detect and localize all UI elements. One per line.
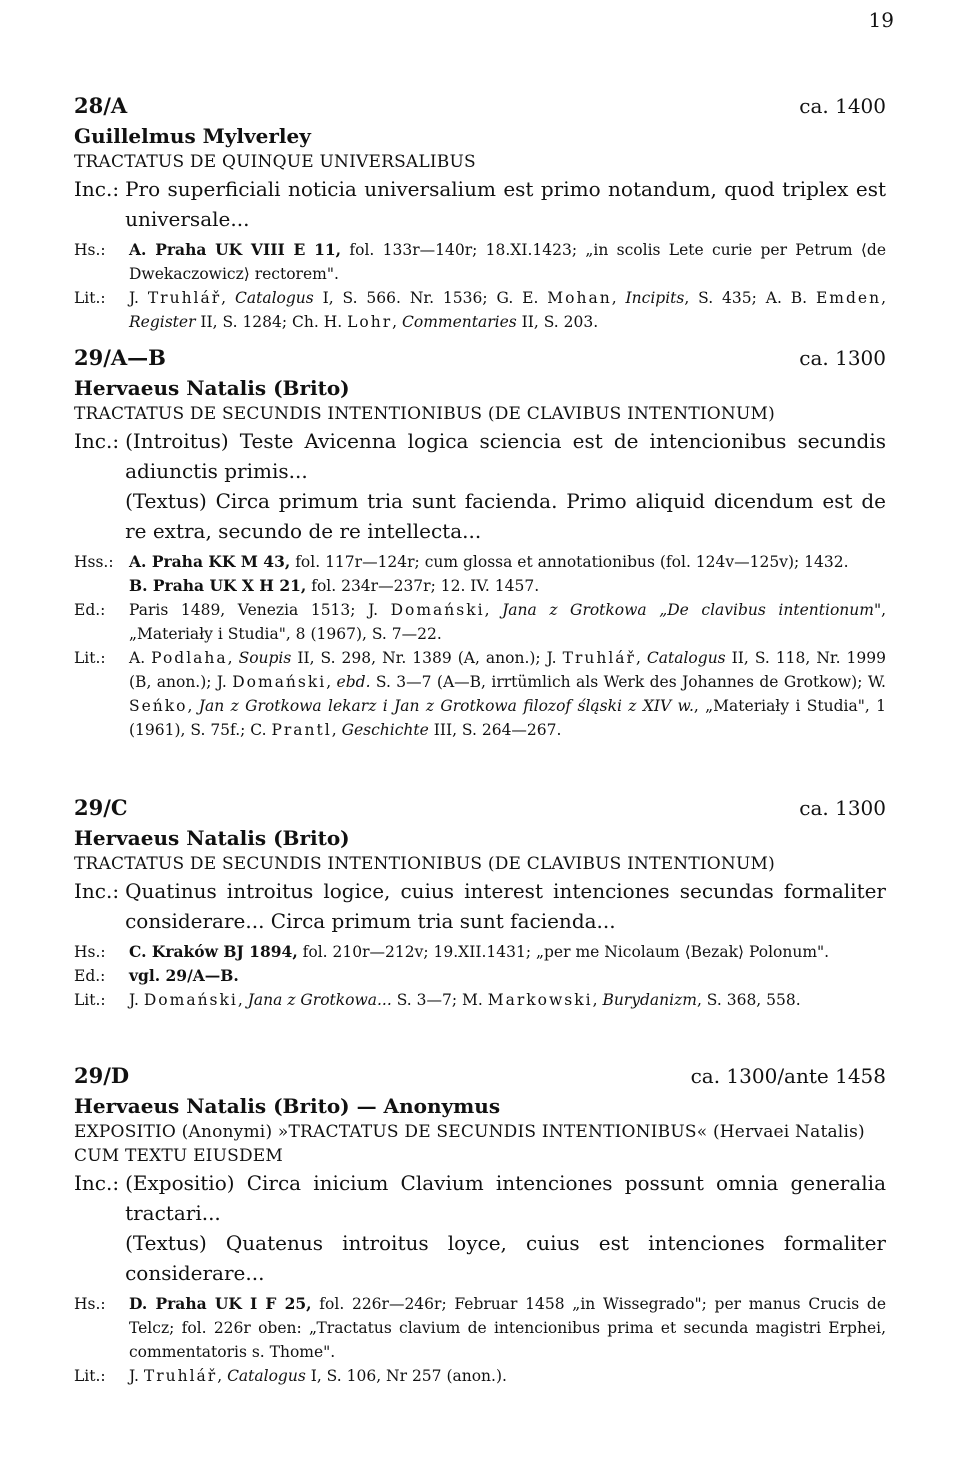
- citation-text: S. 3—7 (A—B, irrtümlich als Werk des Johannes de Grotkow); W.: [370, 673, 886, 691]
- incipit-text: [119, 1168, 886, 1288]
- manuscript-b: [129, 574, 886, 598]
- citation-text: S. 3—7; M.: [391, 991, 488, 1009]
- author-name: Seńko: [129, 697, 188, 715]
- work-title: Catalogus: [646, 649, 726, 667]
- citation-text: ,: [881, 289, 886, 307]
- citation-text: ,: [221, 289, 235, 307]
- entry-author: Hervaeus Natalis (Brito): [74, 826, 350, 850]
- citation-text: ,: [331, 721, 342, 739]
- manuscripts-row: [74, 550, 886, 598]
- incipit-label: Inc.:: [74, 1171, 120, 1195]
- entry-id: 29/D: [74, 1063, 130, 1088]
- incipit-row: [74, 1168, 886, 1288]
- citation-text: I, S. 106, Nr 257 (anon.).: [305, 1367, 507, 1385]
- manuscript-row: [74, 940, 886, 964]
- citation-text: ,: [592, 991, 603, 1009]
- entry-date: ca. 1400: [799, 94, 886, 118]
- catalog-entry: [74, 344, 886, 742]
- citation-text: , S. 368, 558.: [696, 991, 801, 1009]
- edition-label: Ed.:: [74, 967, 106, 985]
- citation-text: ,: [217, 1367, 228, 1385]
- entry-header: [74, 1062, 886, 1090]
- entry-header: [74, 794, 886, 822]
- author-name: Lohr: [347, 313, 393, 331]
- work-title: Jan z Grotkowa lekarz i Jan z Grotkowa filozof śląski z XIV w.: [198, 697, 694, 715]
- literature-row: [74, 646, 886, 742]
- entry-header: [74, 344, 886, 372]
- manuscript-details: fol. 133r—140r; 18.XI.1423; „in scolis Lete curie per Petrum ⟨de Dwekaczowicz⟩ rectorem".: [129, 241, 886, 283]
- entry-id: 29/A—B: [74, 345, 166, 370]
- shelfmark: B. Praha UK X H 21,: [129, 576, 307, 595]
- work-title: Soupis: [238, 649, 292, 667]
- citation-text: II, S. 118, Nr. 1999 (B, anon.); J.: [129, 649, 886, 691]
- work-title: ebd.: [336, 673, 371, 691]
- incipit-row: [74, 426, 886, 546]
- manuscript-text: [129, 1292, 886, 1364]
- literature-label: Lit.:: [74, 289, 106, 307]
- edition-text: vgl. 29/A—B.: [129, 966, 239, 985]
- manuscript-text: [129, 940, 886, 964]
- entry-header: [74, 92, 886, 120]
- citation-text: J.: [129, 991, 144, 1009]
- shelfmark: A. Praha UK VIII E 11,: [129, 240, 342, 259]
- author-name: Mohan: [547, 289, 612, 307]
- author-name: Domański: [143, 991, 238, 1009]
- incipit-textus: (Textus) Circa primum tria sunt facienda. Primo aliquid dicendum est de re extra, secundo de re intellecta...: [125, 489, 886, 543]
- author-name: Truhlář: [562, 649, 636, 667]
- literature-text: [129, 988, 886, 1012]
- incipit-text: Quatinus introitus logice, cuius interest intenciones secundas formaliter considerare... Circa primum tria sunt facienda...: [125, 879, 886, 933]
- citation-text: ,: [187, 697, 199, 715]
- manuscripts-label: Hss.:: [74, 553, 114, 571]
- citation-text: II, S. 203.: [516, 313, 599, 331]
- citation-text: ,: [392, 313, 402, 331]
- entry-id: 29/C: [74, 795, 128, 820]
- entry-author: Hervaeus Natalis (Brito) — Anonymus: [74, 1094, 501, 1118]
- citation-text: , S. 435; A. B.: [684, 289, 816, 307]
- incipit-text: [119, 426, 886, 546]
- entry-author: Guillelmus Mylverley: [74, 124, 311, 148]
- manuscript-details: fol. 210r—212v; 19.XII.1431; „per me Nicolaum ⟨Bezak⟩ Polonum".: [297, 943, 830, 961]
- citation-text: J.: [129, 289, 148, 307]
- citation-text: II, S. 1284; Ch. H.: [195, 313, 348, 331]
- citation-text: I, S. 566. Nr. 1536; G. E.: [313, 289, 548, 307]
- literature-label: Lit.:: [74, 649, 106, 667]
- incipit-label: Inc.:: [74, 177, 120, 201]
- literature-text: [129, 286, 886, 334]
- entry-title: TRACTATUS DE SECUNDIS INTENTIONIBUS (DE CLAVIBUS INTENTIONUM): [74, 854, 775, 874]
- author-name: Truhlář: [147, 289, 222, 307]
- incipit-introitus: (Introitus) Teste Avicenna logica sciencia est de intencionibus secundis adiunctis primis...: [125, 429, 886, 483]
- citation-text: ,: [484, 601, 503, 619]
- incipit-row: [74, 876, 886, 936]
- citation-text: ,: [611, 289, 626, 307]
- literature-row: [74, 286, 886, 334]
- work-title: Commentaries: [402, 313, 517, 331]
- page-number: 19: [868, 8, 894, 32]
- literature-text: [129, 646, 886, 742]
- author-name: Emden: [815, 289, 882, 307]
- entry-date: ca. 1300: [799, 796, 886, 820]
- manuscript-details: fol. 226r—246r; Februar 1458 „in Wissegrado"; per manus Crucis de Telcz; fol. 226r oben: „Tractatus clavium de intencionibus prima et secunda magistri Erphei, commentatoris s. Thome".: [129, 1295, 886, 1361]
- manuscript-row: [74, 1292, 886, 1364]
- entry-title: TRACTATUS DE QUINQUE UNIVERSALIBUS: [74, 152, 476, 172]
- manuscript-details: fol. 234r—237r; 12. IV. 1457.: [306, 577, 540, 595]
- incipit-label: Inc.:: [74, 879, 120, 903]
- incipit-label: Inc.:: [74, 429, 120, 453]
- citation-text: ,: [237, 991, 248, 1009]
- shelfmark: D. Praha UK I F 25,: [129, 1294, 312, 1313]
- manuscripts-text: [129, 550, 886, 598]
- author-name: Domański: [232, 673, 327, 691]
- citation-text: III, S. 264—267.: [428, 721, 562, 739]
- entry-title: TRACTATUS DE SECUNDIS INTENTIONIBUS (DE CLAVIBUS INTENTIONUM): [74, 404, 775, 424]
- entry-date: ca. 1300: [799, 346, 886, 370]
- edition-row: [74, 598, 886, 646]
- author-name: Truhlář: [143, 1367, 218, 1385]
- author-name: Prantl: [271, 721, 332, 739]
- citation-text: J.: [129, 1367, 144, 1385]
- manuscript-label: Hs.:: [74, 943, 106, 961]
- work-title: Catalogus: [227, 1367, 306, 1385]
- incipit-text: Pro superficiali noticia universalium est primo notandum, quod triplex est universale...: [125, 177, 886, 231]
- work-title: Geschichte: [341, 721, 429, 739]
- citation-text: ,: [227, 649, 239, 667]
- citation-text: ,: [326, 673, 337, 691]
- manuscript-label: Hs.:: [74, 1295, 106, 1313]
- manuscript-a: [129, 550, 886, 574]
- citation-text: ,: [635, 649, 647, 667]
- literature-label: Lit.:: [74, 1367, 106, 1385]
- entry-id: 28/A: [74, 93, 128, 118]
- catalog-entry: [74, 794, 886, 1012]
- citation-text: II, S. 298, Nr. 1389 (A, anon.); J.: [291, 649, 563, 667]
- entry-author: Hervaeus Natalis (Brito): [74, 376, 350, 400]
- work-title: Burydanizm: [602, 991, 697, 1009]
- author-name: Domański: [390, 601, 485, 619]
- author-name: Markowski: [487, 991, 593, 1009]
- citation-text: , „Materiały i Studia", 8 (1967), S. 7—22.: [129, 601, 887, 643]
- entry-title: EXPOSITIO (Anonymi) »TRACTATUS DE SECUNDIS INTENTIONIBUS« (Hervaei Natalis) CUM TEXTU EIUSDEM: [74, 1122, 865, 1166]
- catalog-entry: [74, 1062, 886, 1388]
- manuscript-row: [74, 238, 886, 286]
- work-title: Jana z Grotkowa...: [247, 991, 392, 1009]
- incipit-expositio: (Expositio) Circa inicium Clavium intenciones possunt omnia generalia tractari...: [125, 1171, 886, 1225]
- author-name: Podlaha: [151, 649, 228, 667]
- citation-text: , „Materiały i Studia", 1 (1961), S. 75f.; C.: [129, 697, 886, 739]
- literature-row: [74, 1364, 886, 1388]
- literature-row: [74, 988, 886, 1012]
- incipit-textus: (Textus) Quatenus introitus loyce, cuius est intenciones formaliter considerare...: [125, 1231, 886, 1285]
- citation-text: A.: [129, 649, 152, 667]
- edition-row: [74, 964, 886, 988]
- literature-text: [129, 1364, 886, 1388]
- citation-text: Paris 1489, Venezia 1513; J.: [129, 601, 391, 619]
- work-title: Jana z Grotkowa „De clavibus intentionum": [502, 601, 882, 619]
- catalog-entry: [74, 92, 886, 334]
- incipit-row: [74, 174, 886, 234]
- manuscript-label: Hs.:: [74, 241, 106, 259]
- work-title: Incipits: [625, 289, 685, 307]
- work-title: Register: [129, 313, 196, 331]
- shelfmark: A. Praha KK M 43,: [129, 552, 291, 571]
- edition-label: Ed.:: [74, 601, 106, 619]
- entry-date: ca. 1300/ante 1458: [690, 1064, 886, 1088]
- literature-label: Lit.:: [74, 991, 106, 1009]
- manuscript-text: [129, 238, 886, 286]
- work-title: Catalogus: [235, 289, 314, 307]
- shelfmark: C. Kraków BJ 1894,: [129, 942, 298, 961]
- edition-text: [129, 598, 886, 646]
- manuscript-details: fol. 117r—124r; cum glossa et annotationibus (fol. 124v—125v); 1432.: [290, 553, 849, 571]
